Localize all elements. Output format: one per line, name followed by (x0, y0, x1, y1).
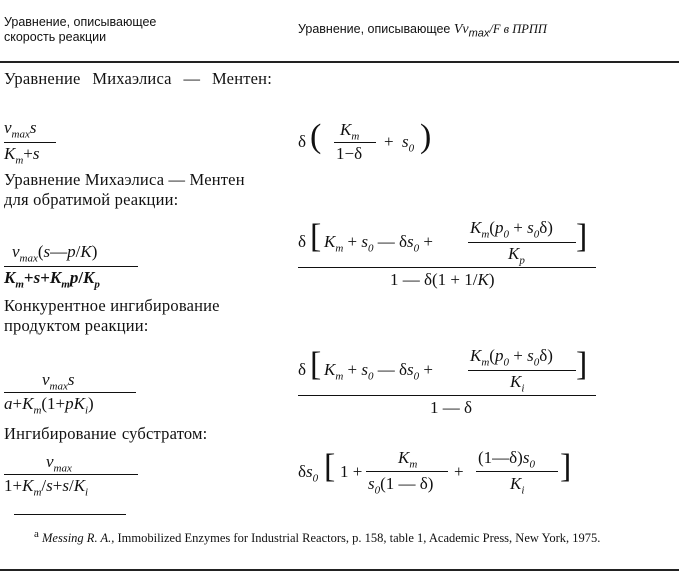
row-1-prpp-equation: δ ( $K_m$ 1−δ + $s_0$ ) (298, 118, 432, 163)
row-1-rate-numerator: $v_{max}s$ (4, 118, 37, 141)
bottom-rule (0, 569, 679, 571)
footnote (4, 526, 676, 546)
column-header-rate-equation: Уравнение, описывающее скорость реакции (4, 15, 157, 44)
row-4-prpp-equation: $\delta s_0$ [ 1 + $K_m$ $s_0(1$ — δ) + $(1—\delta)s_0$ $K_i$ ] (298, 448, 572, 497)
row-3-rate-denominator: $a+K_m(1+pK_i)$ (4, 394, 94, 417)
fraction-bar (4, 266, 138, 267)
row-3-rate-numerator: $v_{max}s$ (42, 370, 75, 393)
row-2-label: Уравнение Михаэлиса — Ментен для обратимой реакции: (4, 170, 245, 209)
fraction-bar (4, 142, 56, 143)
row-1-label: Уравнение Михаэлиса — Ментен: (4, 69, 272, 88)
row-3-prpp-equation: δ [ $K_m + s_0$ — $\delta s_0$ + $K_m(p_0 + s_0\delta)$ $K_i$ ] 1 — δ (298, 340, 598, 420)
footnote-marker: а (34, 528, 39, 540)
row-4-label: Ингибирование субстратом: (4, 424, 208, 443)
footnote-author: Messing R. A., (42, 531, 115, 546)
row-4-rate-denominator: $1+K_m/s+s/K_i$ (4, 476, 89, 499)
fraction-bar (4, 474, 138, 475)
row-3-label: Конкурентное ингибирование продуктом реакции: (4, 296, 220, 335)
row-2-rate-denominator: $K_m+s+K_mp/K_p$ (4, 268, 100, 291)
row-4-rate-numerator: $v_{max}$ (46, 452, 72, 475)
row-1-rate-denominator: $K_m+s$ (4, 144, 40, 167)
footnote-separator (14, 514, 126, 515)
column-header-prpp-equation: Уравнение, описывающее $Vv_{max}/F$ в ПРПП (298, 22, 547, 40)
row-2-rate-numerator: $v_{max}(s—p/K)$ (12, 242, 98, 265)
footnote-text: Immobilized Enzymes for Industrial Reactors, p. 158, table 1, Academic Press, New York, 1975. (117, 531, 601, 546)
fraction-bar (4, 392, 136, 393)
header-rule (0, 61, 679, 63)
row-2-prpp-equation: δ [ $K_m + s_0$ — $\delta s_0$ + $K_m(p_0 + s_0\delta)$ $K_p$ ] 1 — δ(1 + 1/K) (298, 212, 598, 292)
